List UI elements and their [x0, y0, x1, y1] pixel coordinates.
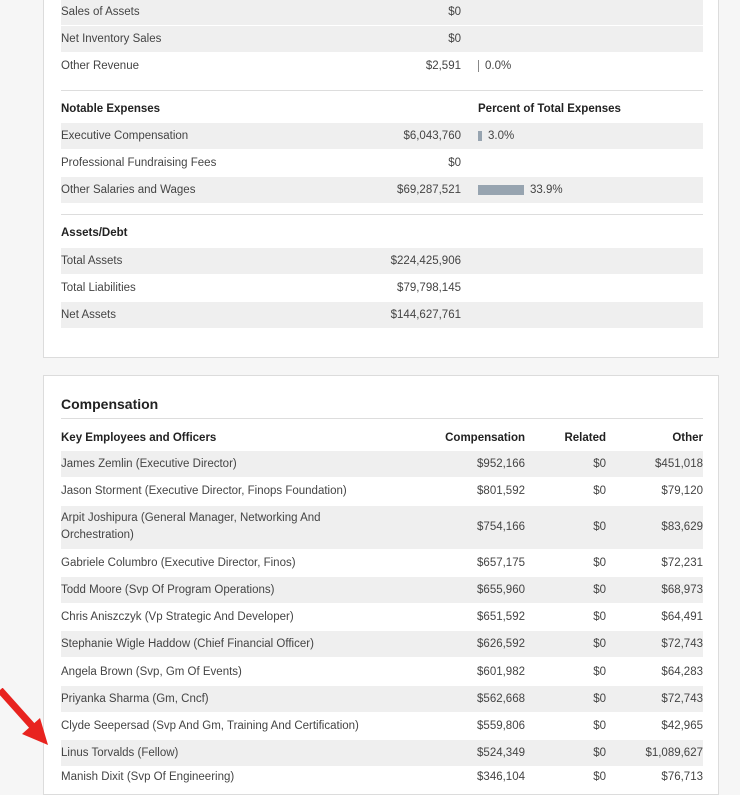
row-label: Net Inventory Sales: [61, 33, 162, 45]
row-label: Total Assets: [61, 255, 123, 267]
row-value: $6,043,760: [403, 130, 461, 142]
row-value: $0: [448, 6, 461, 18]
employee-name: Clyde Seepersad (Svp And Gm, Training And Certification): [61, 720, 359, 732]
percent-bar: [478, 131, 482, 141]
divider: [61, 214, 703, 215]
other-value: $79,120: [661, 485, 703, 497]
row-label: Other Revenue: [61, 60, 139, 72]
other-value: $451,018: [655, 458, 703, 470]
row-value: $0: [448, 157, 461, 169]
financials-card: [43, 0, 719, 358]
row-value: $79,798,145: [397, 282, 461, 294]
row-value: $69,287,521: [397, 184, 461, 196]
percent-label: 33.9%: [530, 184, 563, 196]
table-row: [61, 604, 703, 630]
table-row: [61, 767, 703, 793]
asset-row: [61, 248, 703, 274]
expense-row: [61, 177, 703, 203]
section-heading: Notable Expenses: [61, 103, 161, 115]
related-value: $0: [593, 485, 606, 497]
row-label: Net Assets: [61, 309, 116, 321]
compensation-value: $657,175: [477, 557, 525, 569]
row-label: Total Liabilities: [61, 282, 136, 294]
table-row: [61, 550, 703, 576]
row-label: Professional Fundraising Fees: [61, 157, 217, 169]
related-value: $0: [593, 747, 606, 759]
related-value: $0: [593, 720, 606, 732]
row-label: Sales of Assets: [61, 6, 140, 18]
table-row: [61, 686, 703, 712]
compensation-card: [43, 375, 719, 795]
compensation-value: $651,592: [477, 611, 525, 623]
other-value: $76,713: [661, 771, 703, 783]
row-value: $0: [448, 33, 461, 45]
compensation-value: $655,960: [477, 584, 525, 596]
percent-label: 3.0%: [488, 130, 515, 142]
other-value: $83,629: [661, 521, 703, 533]
related-value: $0: [593, 458, 606, 470]
other-value: $72,231: [661, 557, 703, 569]
employee-name: Jason Storment (Executive Director, Finops Foundation): [61, 485, 347, 497]
table-header: [61, 428, 703, 448]
table-row: [61, 506, 703, 549]
expenses-header: [61, 98, 703, 120]
compensation-title: Compensation: [61, 396, 159, 412]
divider: [61, 418, 703, 419]
percent-bar: [478, 60, 479, 72]
asset-row: [61, 302, 703, 328]
compensation-value: $601,982: [477, 666, 525, 678]
row-value: $2,591: [425, 60, 461, 72]
revenue-row: [61, 53, 703, 79]
compensation-value: $952,166: [477, 458, 525, 470]
percent-heading: Percent of Total Expenses: [478, 103, 621, 115]
other-value: $68,973: [661, 584, 703, 596]
related-value: $0: [593, 693, 606, 705]
percent-cell: [478, 177, 563, 203]
expense-row: [61, 123, 703, 149]
employee-name: James Zemlin (Executive Director): [61, 458, 237, 470]
employee-name: Todd Moore (Svp Of Program Operations): [61, 584, 275, 596]
percent-label: 0.0%: [485, 60, 512, 72]
related-value: $0: [593, 666, 606, 678]
table-row: [61, 740, 703, 766]
revenue-row: [61, 0, 703, 25]
compensation-value: $346,104: [477, 771, 525, 783]
assets-header: [61, 222, 703, 244]
compensation-value: $524,349: [477, 747, 525, 759]
table-row: [61, 577, 703, 603]
other-value: $42,965: [661, 720, 703, 732]
row-label: Other Salaries and Wages: [61, 184, 196, 196]
employee-name: Chris Aniszczyk (Vp Strategic And Developer): [61, 611, 294, 623]
divider: [61, 90, 703, 91]
employee-name: Manish Dixit (Svp Of Engineering): [61, 771, 235, 783]
compensation-value: $559,806: [477, 720, 525, 732]
table-row: [61, 631, 703, 657]
other-value: $72,743: [661, 693, 703, 705]
percent-cell: [478, 53, 511, 79]
other-value: $64,283: [661, 666, 703, 678]
percent-cell: [478, 123, 514, 149]
other-value: $72,743: [661, 638, 703, 650]
compensation-value: $562,668: [477, 693, 525, 705]
compensation-value: $626,592: [477, 638, 525, 650]
percent-bar: [478, 185, 524, 195]
employee-name: Priyanka Sharma (Gm, Cncf): [61, 693, 209, 705]
row-label: Executive Compensation: [61, 130, 189, 142]
related-value: $0: [593, 557, 606, 569]
related-value: $0: [593, 584, 606, 596]
compensation-value: $801,592: [477, 485, 525, 497]
related-value: $0: [593, 638, 606, 650]
red-arrow-icon: [0, 688, 52, 748]
table-row: [61, 713, 703, 739]
table-row: [61, 659, 703, 685]
employee-name: Arpit Joshipura (General Manager, Networking And Orchestration): [61, 512, 321, 541]
table-row: [61, 478, 703, 504]
related-value: $0: [593, 521, 606, 533]
related-value: $0: [593, 611, 606, 623]
related-value: $0: [593, 771, 606, 783]
employee-name: Angela Brown (Svp, Gm Of Events): [61, 666, 242, 678]
expense-row: [61, 150, 703, 176]
row-value: $224,425,906: [390, 255, 461, 267]
column-header-compensation: Compensation: [445, 432, 525, 444]
table-row: [61, 451, 703, 477]
employee-name: Stephanie Wigle Haddow (Chief Financial Officer): [61, 638, 314, 650]
revenue-row: [61, 26, 703, 52]
employee-name: Gabriele Columbro (Executive Director, Finos): [61, 557, 296, 569]
other-value: $64,491: [661, 611, 703, 623]
column-header-related: Related: [564, 432, 606, 444]
asset-row: [61, 275, 703, 301]
compensation-value: $754,166: [477, 521, 525, 533]
other-value: $1,089,627: [645, 747, 703, 759]
column-header-other: Other: [672, 432, 703, 444]
row-value: $144,627,761: [390, 309, 461, 321]
employee-name: Linus Torvalds (Fellow): [61, 747, 179, 759]
section-heading: Assets/Debt: [61, 227, 128, 239]
column-header-name: Key Employees and Officers: [61, 432, 217, 444]
